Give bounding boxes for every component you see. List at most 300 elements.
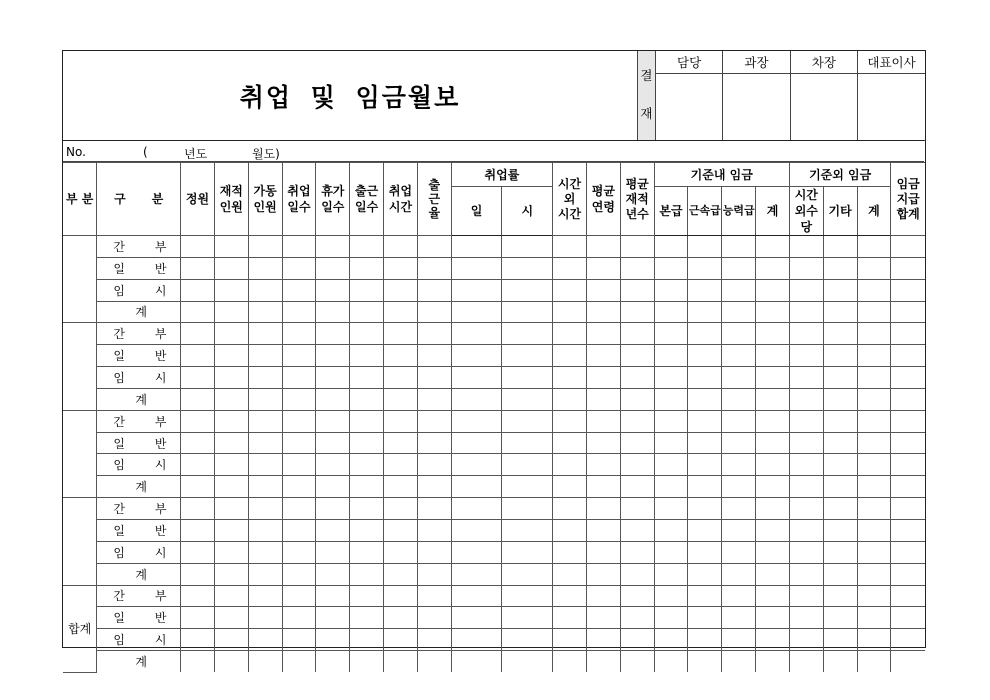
data-cell[interactable] xyxy=(502,410,553,432)
data-cell[interactable] xyxy=(248,323,282,345)
data-cell[interactable] xyxy=(891,279,925,301)
data-cell[interactable] xyxy=(451,279,502,301)
data-cell[interactable] xyxy=(502,301,553,323)
data-cell[interactable] xyxy=(451,301,502,323)
data-cell[interactable] xyxy=(823,279,857,301)
data-cell[interactable] xyxy=(586,629,620,651)
data-cell[interactable] xyxy=(857,279,891,301)
data-cell[interactable] xyxy=(857,476,891,498)
data-cell[interactable] xyxy=(586,432,620,454)
data-cell[interactable] xyxy=(688,651,722,673)
data-cell[interactable] xyxy=(553,607,587,629)
data-cell[interactable] xyxy=(586,257,620,279)
data-cell[interactable] xyxy=(417,476,451,498)
data-cell[interactable] xyxy=(350,388,384,410)
data-cell[interactable] xyxy=(214,279,248,301)
data-cell[interactable] xyxy=(181,432,215,454)
approval-sign-staff[interactable] xyxy=(655,73,722,140)
data-cell[interactable] xyxy=(654,257,688,279)
data-cell[interactable] xyxy=(214,651,248,673)
data-cell[interactable] xyxy=(384,563,418,585)
data-cell[interactable] xyxy=(553,345,587,367)
data-cell[interactable] xyxy=(620,345,654,367)
data-cell[interactable] xyxy=(586,541,620,563)
data-cell[interactable] xyxy=(553,301,587,323)
data-cell[interactable] xyxy=(654,454,688,476)
data-cell[interactable] xyxy=(823,498,857,520)
data-cell[interactable] xyxy=(789,257,823,279)
data-cell[interactable] xyxy=(586,345,620,367)
data-cell[interactable] xyxy=(586,651,620,673)
data-cell[interactable] xyxy=(417,432,451,454)
data-cell[interactable] xyxy=(688,345,722,367)
data-cell[interactable] xyxy=(282,279,316,301)
data-cell[interactable] xyxy=(451,541,502,563)
data-cell[interactable] xyxy=(384,410,418,432)
data-cell[interactable] xyxy=(722,236,756,258)
data-cell[interactable] xyxy=(891,257,925,279)
data-cell[interactable] xyxy=(502,432,553,454)
data-cell[interactable] xyxy=(214,388,248,410)
data-cell[interactable] xyxy=(248,519,282,541)
data-cell[interactable] xyxy=(620,454,654,476)
data-cell[interactable] xyxy=(688,323,722,345)
data-cell[interactable] xyxy=(688,476,722,498)
data-cell[interactable] xyxy=(282,454,316,476)
data-cell[interactable] xyxy=(451,432,502,454)
data-cell[interactable] xyxy=(214,519,248,541)
data-cell[interactable] xyxy=(654,236,688,258)
data-cell[interactable] xyxy=(282,236,316,258)
data-cell[interactable] xyxy=(688,541,722,563)
data-cell[interactable] xyxy=(553,519,587,541)
data-cell[interactable] xyxy=(502,563,553,585)
data-cell[interactable] xyxy=(214,367,248,389)
data-cell[interactable] xyxy=(756,563,790,585)
data-cell[interactable] xyxy=(502,236,553,258)
data-cell[interactable] xyxy=(553,563,587,585)
data-cell[interactable] xyxy=(722,432,756,454)
data-cell[interactable] xyxy=(417,563,451,585)
data-cell[interactable] xyxy=(350,345,384,367)
data-cell[interactable] xyxy=(891,607,925,629)
data-cell[interactable] xyxy=(181,585,215,607)
data-cell[interactable] xyxy=(553,323,587,345)
data-cell[interactable] xyxy=(502,257,553,279)
data-cell[interactable] xyxy=(181,367,215,389)
data-cell[interactable] xyxy=(181,476,215,498)
data-cell[interactable] xyxy=(248,563,282,585)
data-cell[interactable] xyxy=(857,585,891,607)
data-cell[interactable] xyxy=(857,563,891,585)
data-cell[interactable] xyxy=(181,410,215,432)
data-cell[interactable] xyxy=(891,236,925,258)
data-cell[interactable] xyxy=(214,432,248,454)
approval-sign-manager[interactable] xyxy=(723,73,790,140)
data-cell[interactable] xyxy=(282,476,316,498)
data-cell[interactable] xyxy=(384,585,418,607)
data-cell[interactable] xyxy=(384,388,418,410)
data-cell[interactable] xyxy=(553,410,587,432)
data-cell[interactable] xyxy=(350,454,384,476)
data-cell[interactable] xyxy=(789,651,823,673)
data-cell[interactable] xyxy=(384,498,418,520)
data-cell[interactable] xyxy=(620,607,654,629)
data-cell[interactable] xyxy=(248,410,282,432)
data-cell[interactable] xyxy=(350,410,384,432)
data-cell[interactable] xyxy=(688,607,722,629)
data-cell[interactable] xyxy=(181,279,215,301)
data-cell[interactable] xyxy=(654,541,688,563)
data-cell[interactable] xyxy=(553,257,587,279)
data-cell[interactable] xyxy=(417,279,451,301)
data-cell[interactable] xyxy=(789,323,823,345)
data-cell[interactable] xyxy=(722,454,756,476)
data-cell[interactable] xyxy=(722,563,756,585)
data-cell[interactable] xyxy=(891,651,925,673)
data-cell[interactable] xyxy=(688,301,722,323)
data-cell[interactable] xyxy=(688,519,722,541)
data-cell[interactable] xyxy=(722,476,756,498)
data-cell[interactable] xyxy=(654,279,688,301)
data-cell[interactable] xyxy=(823,607,857,629)
data-cell[interactable] xyxy=(248,585,282,607)
data-cell[interactable] xyxy=(282,432,316,454)
data-cell[interactable] xyxy=(282,323,316,345)
data-cell[interactable] xyxy=(451,236,502,258)
data-cell[interactable] xyxy=(553,498,587,520)
data-cell[interactable] xyxy=(316,410,350,432)
data-cell[interactable] xyxy=(502,345,553,367)
data-cell[interactable] xyxy=(282,651,316,673)
data-cell[interactable] xyxy=(384,301,418,323)
data-cell[interactable] xyxy=(823,236,857,258)
data-cell[interactable] xyxy=(857,301,891,323)
approval-sign-deputy[interactable] xyxy=(790,73,857,140)
data-cell[interactable] xyxy=(756,498,790,520)
data-cell[interactable] xyxy=(384,432,418,454)
data-cell[interactable] xyxy=(502,519,553,541)
data-cell[interactable] xyxy=(756,651,790,673)
data-cell[interactable] xyxy=(417,629,451,651)
data-cell[interactable] xyxy=(417,498,451,520)
data-cell[interactable] xyxy=(316,476,350,498)
data-cell[interactable] xyxy=(451,563,502,585)
data-cell[interactable] xyxy=(654,323,688,345)
data-cell[interactable] xyxy=(688,498,722,520)
data-cell[interactable] xyxy=(384,454,418,476)
data-cell[interactable] xyxy=(789,519,823,541)
data-cell[interactable] xyxy=(350,476,384,498)
data-cell[interactable] xyxy=(350,607,384,629)
data-cell[interactable] xyxy=(756,432,790,454)
data-cell[interactable] xyxy=(553,629,587,651)
data-cell[interactable] xyxy=(417,323,451,345)
data-cell[interactable] xyxy=(282,257,316,279)
data-cell[interactable] xyxy=(384,541,418,563)
data-cell[interactable] xyxy=(181,257,215,279)
data-cell[interactable] xyxy=(181,388,215,410)
data-cell[interactable] xyxy=(316,388,350,410)
data-cell[interactable] xyxy=(502,367,553,389)
data-cell[interactable] xyxy=(316,345,350,367)
data-cell[interactable] xyxy=(384,519,418,541)
data-cell[interactable] xyxy=(654,388,688,410)
data-cell[interactable] xyxy=(857,607,891,629)
data-cell[interactable] xyxy=(181,607,215,629)
data-cell[interactable] xyxy=(586,279,620,301)
data-cell[interactable] xyxy=(620,323,654,345)
data-cell[interactable] xyxy=(857,651,891,673)
data-cell[interactable] xyxy=(350,541,384,563)
data-cell[interactable] xyxy=(688,629,722,651)
data-cell[interactable] xyxy=(553,454,587,476)
data-cell[interactable] xyxy=(248,432,282,454)
data-cell[interactable] xyxy=(282,563,316,585)
data-cell[interactable] xyxy=(282,498,316,520)
data-cell[interactable] xyxy=(451,629,502,651)
data-cell[interactable] xyxy=(756,236,790,258)
data-cell[interactable] xyxy=(316,454,350,476)
data-cell[interactable] xyxy=(502,498,553,520)
data-cell[interactable] xyxy=(688,367,722,389)
data-cell[interactable] xyxy=(857,498,891,520)
data-cell[interactable] xyxy=(756,454,790,476)
data-cell[interactable] xyxy=(248,629,282,651)
data-cell[interactable] xyxy=(417,519,451,541)
data-cell[interactable] xyxy=(891,432,925,454)
data-cell[interactable] xyxy=(384,607,418,629)
data-cell[interactable] xyxy=(282,629,316,651)
data-cell[interactable] xyxy=(586,323,620,345)
data-cell[interactable] xyxy=(586,388,620,410)
data-cell[interactable] xyxy=(181,454,215,476)
data-cell[interactable] xyxy=(350,367,384,389)
data-cell[interactable] xyxy=(451,323,502,345)
data-cell[interactable] xyxy=(756,323,790,345)
data-cell[interactable] xyxy=(620,519,654,541)
data-cell[interactable] xyxy=(350,236,384,258)
data-cell[interactable] xyxy=(248,498,282,520)
data-cell[interactable] xyxy=(688,563,722,585)
data-cell[interactable] xyxy=(248,301,282,323)
data-cell[interactable] xyxy=(756,629,790,651)
data-cell[interactable] xyxy=(248,454,282,476)
data-cell[interactable] xyxy=(350,432,384,454)
data-cell[interactable] xyxy=(654,345,688,367)
data-cell[interactable] xyxy=(654,585,688,607)
data-cell[interactable] xyxy=(316,432,350,454)
data-cell[interactable] xyxy=(586,585,620,607)
data-cell[interactable] xyxy=(586,236,620,258)
data-cell[interactable] xyxy=(214,607,248,629)
data-cell[interactable] xyxy=(789,388,823,410)
data-cell[interactable] xyxy=(586,563,620,585)
data-cell[interactable] xyxy=(553,651,587,673)
data-cell[interactable] xyxy=(586,519,620,541)
data-cell[interactable] xyxy=(417,345,451,367)
data-cell[interactable] xyxy=(891,388,925,410)
data-cell[interactable] xyxy=(857,410,891,432)
data-cell[interactable] xyxy=(214,563,248,585)
data-cell[interactable] xyxy=(654,519,688,541)
data-cell[interactable] xyxy=(214,629,248,651)
data-cell[interactable] xyxy=(891,519,925,541)
data-cell[interactable] xyxy=(316,607,350,629)
data-cell[interactable] xyxy=(350,629,384,651)
data-cell[interactable] xyxy=(553,388,587,410)
data-cell[interactable] xyxy=(756,257,790,279)
data-cell[interactable] xyxy=(823,410,857,432)
data-cell[interactable] xyxy=(451,476,502,498)
data-cell[interactable] xyxy=(350,519,384,541)
data-cell[interactable] xyxy=(891,345,925,367)
data-cell[interactable] xyxy=(620,498,654,520)
data-cell[interactable] xyxy=(181,651,215,673)
data-cell[interactable] xyxy=(316,301,350,323)
data-cell[interactable] xyxy=(181,541,215,563)
data-cell[interactable] xyxy=(451,454,502,476)
data-cell[interactable] xyxy=(620,585,654,607)
data-cell[interactable] xyxy=(688,432,722,454)
data-cell[interactable] xyxy=(451,367,502,389)
data-cell[interactable] xyxy=(417,585,451,607)
data-cell[interactable] xyxy=(823,454,857,476)
data-cell[interactable] xyxy=(451,345,502,367)
data-cell[interactable] xyxy=(722,607,756,629)
data-cell[interactable] xyxy=(451,607,502,629)
data-cell[interactable] xyxy=(586,410,620,432)
data-cell[interactable] xyxy=(502,279,553,301)
data-cell[interactable] xyxy=(502,476,553,498)
data-cell[interactable] xyxy=(891,323,925,345)
data-cell[interactable] xyxy=(181,519,215,541)
data-cell[interactable] xyxy=(891,498,925,520)
data-cell[interactable] xyxy=(214,541,248,563)
data-cell[interactable] xyxy=(316,498,350,520)
data-cell[interactable] xyxy=(891,454,925,476)
data-cell[interactable] xyxy=(722,367,756,389)
data-cell[interactable] xyxy=(451,519,502,541)
data-cell[interactable] xyxy=(688,279,722,301)
data-cell[interactable] xyxy=(823,257,857,279)
data-cell[interactable] xyxy=(891,629,925,651)
data-cell[interactable] xyxy=(722,629,756,651)
data-cell[interactable] xyxy=(857,236,891,258)
data-cell[interactable] xyxy=(722,541,756,563)
data-cell[interactable] xyxy=(688,454,722,476)
data-cell[interactable] xyxy=(214,301,248,323)
data-cell[interactable] xyxy=(181,498,215,520)
data-cell[interactable] xyxy=(857,432,891,454)
data-cell[interactable] xyxy=(553,279,587,301)
data-cell[interactable] xyxy=(181,236,215,258)
data-cell[interactable] xyxy=(451,498,502,520)
data-cell[interactable] xyxy=(688,236,722,258)
data-cell[interactable] xyxy=(282,345,316,367)
data-cell[interactable] xyxy=(756,585,790,607)
data-cell[interactable] xyxy=(181,629,215,651)
data-cell[interactable] xyxy=(248,476,282,498)
data-cell[interactable] xyxy=(417,236,451,258)
data-cell[interactable] xyxy=(722,519,756,541)
data-cell[interactable] xyxy=(789,345,823,367)
data-cell[interactable] xyxy=(586,498,620,520)
data-cell[interactable] xyxy=(384,367,418,389)
data-cell[interactable] xyxy=(384,323,418,345)
data-cell[interactable] xyxy=(789,476,823,498)
data-cell[interactable] xyxy=(823,585,857,607)
data-cell[interactable] xyxy=(823,519,857,541)
data-cell[interactable] xyxy=(417,541,451,563)
data-cell[interactable] xyxy=(350,279,384,301)
data-cell[interactable] xyxy=(756,519,790,541)
data-cell[interactable] xyxy=(417,607,451,629)
data-cell[interactable] xyxy=(586,476,620,498)
data-cell[interactable] xyxy=(451,388,502,410)
data-cell[interactable] xyxy=(891,541,925,563)
data-cell[interactable] xyxy=(248,345,282,367)
data-cell[interactable] xyxy=(214,236,248,258)
data-cell[interactable] xyxy=(857,345,891,367)
data-cell[interactable] xyxy=(654,563,688,585)
data-cell[interactable] xyxy=(181,345,215,367)
data-cell[interactable] xyxy=(586,367,620,389)
data-cell[interactable] xyxy=(350,651,384,673)
data-cell[interactable] xyxy=(891,476,925,498)
data-cell[interactable] xyxy=(823,651,857,673)
data-cell[interactable] xyxy=(316,563,350,585)
data-cell[interactable] xyxy=(384,651,418,673)
data-cell[interactable] xyxy=(620,301,654,323)
data-cell[interactable] xyxy=(350,323,384,345)
data-cell[interactable] xyxy=(181,323,215,345)
data-cell[interactable] xyxy=(384,279,418,301)
data-cell[interactable] xyxy=(214,257,248,279)
data-cell[interactable] xyxy=(857,323,891,345)
data-cell[interactable] xyxy=(350,563,384,585)
data-cell[interactable] xyxy=(248,607,282,629)
data-cell[interactable] xyxy=(417,257,451,279)
data-cell[interactable] xyxy=(248,541,282,563)
data-cell[interactable] xyxy=(384,345,418,367)
data-cell[interactable] xyxy=(756,607,790,629)
data-cell[interactable] xyxy=(620,651,654,673)
data-cell[interactable] xyxy=(214,410,248,432)
data-cell[interactable] xyxy=(214,476,248,498)
data-cell[interactable] xyxy=(553,541,587,563)
data-cell[interactable] xyxy=(654,629,688,651)
data-cell[interactable] xyxy=(620,257,654,279)
data-cell[interactable] xyxy=(417,410,451,432)
data-cell[interactable] xyxy=(756,388,790,410)
data-cell[interactable] xyxy=(586,607,620,629)
data-cell[interactable] xyxy=(282,367,316,389)
data-cell[interactable] xyxy=(350,257,384,279)
data-cell[interactable] xyxy=(857,541,891,563)
data-cell[interactable] xyxy=(316,651,350,673)
data-cell[interactable] xyxy=(502,388,553,410)
data-cell[interactable] xyxy=(722,323,756,345)
data-cell[interactable] xyxy=(620,367,654,389)
data-cell[interactable] xyxy=(384,476,418,498)
data-cell[interactable] xyxy=(756,279,790,301)
data-cell[interactable] xyxy=(384,236,418,258)
data-cell[interactable] xyxy=(789,410,823,432)
data-cell[interactable] xyxy=(620,432,654,454)
data-cell[interactable] xyxy=(654,607,688,629)
data-cell[interactable] xyxy=(248,279,282,301)
